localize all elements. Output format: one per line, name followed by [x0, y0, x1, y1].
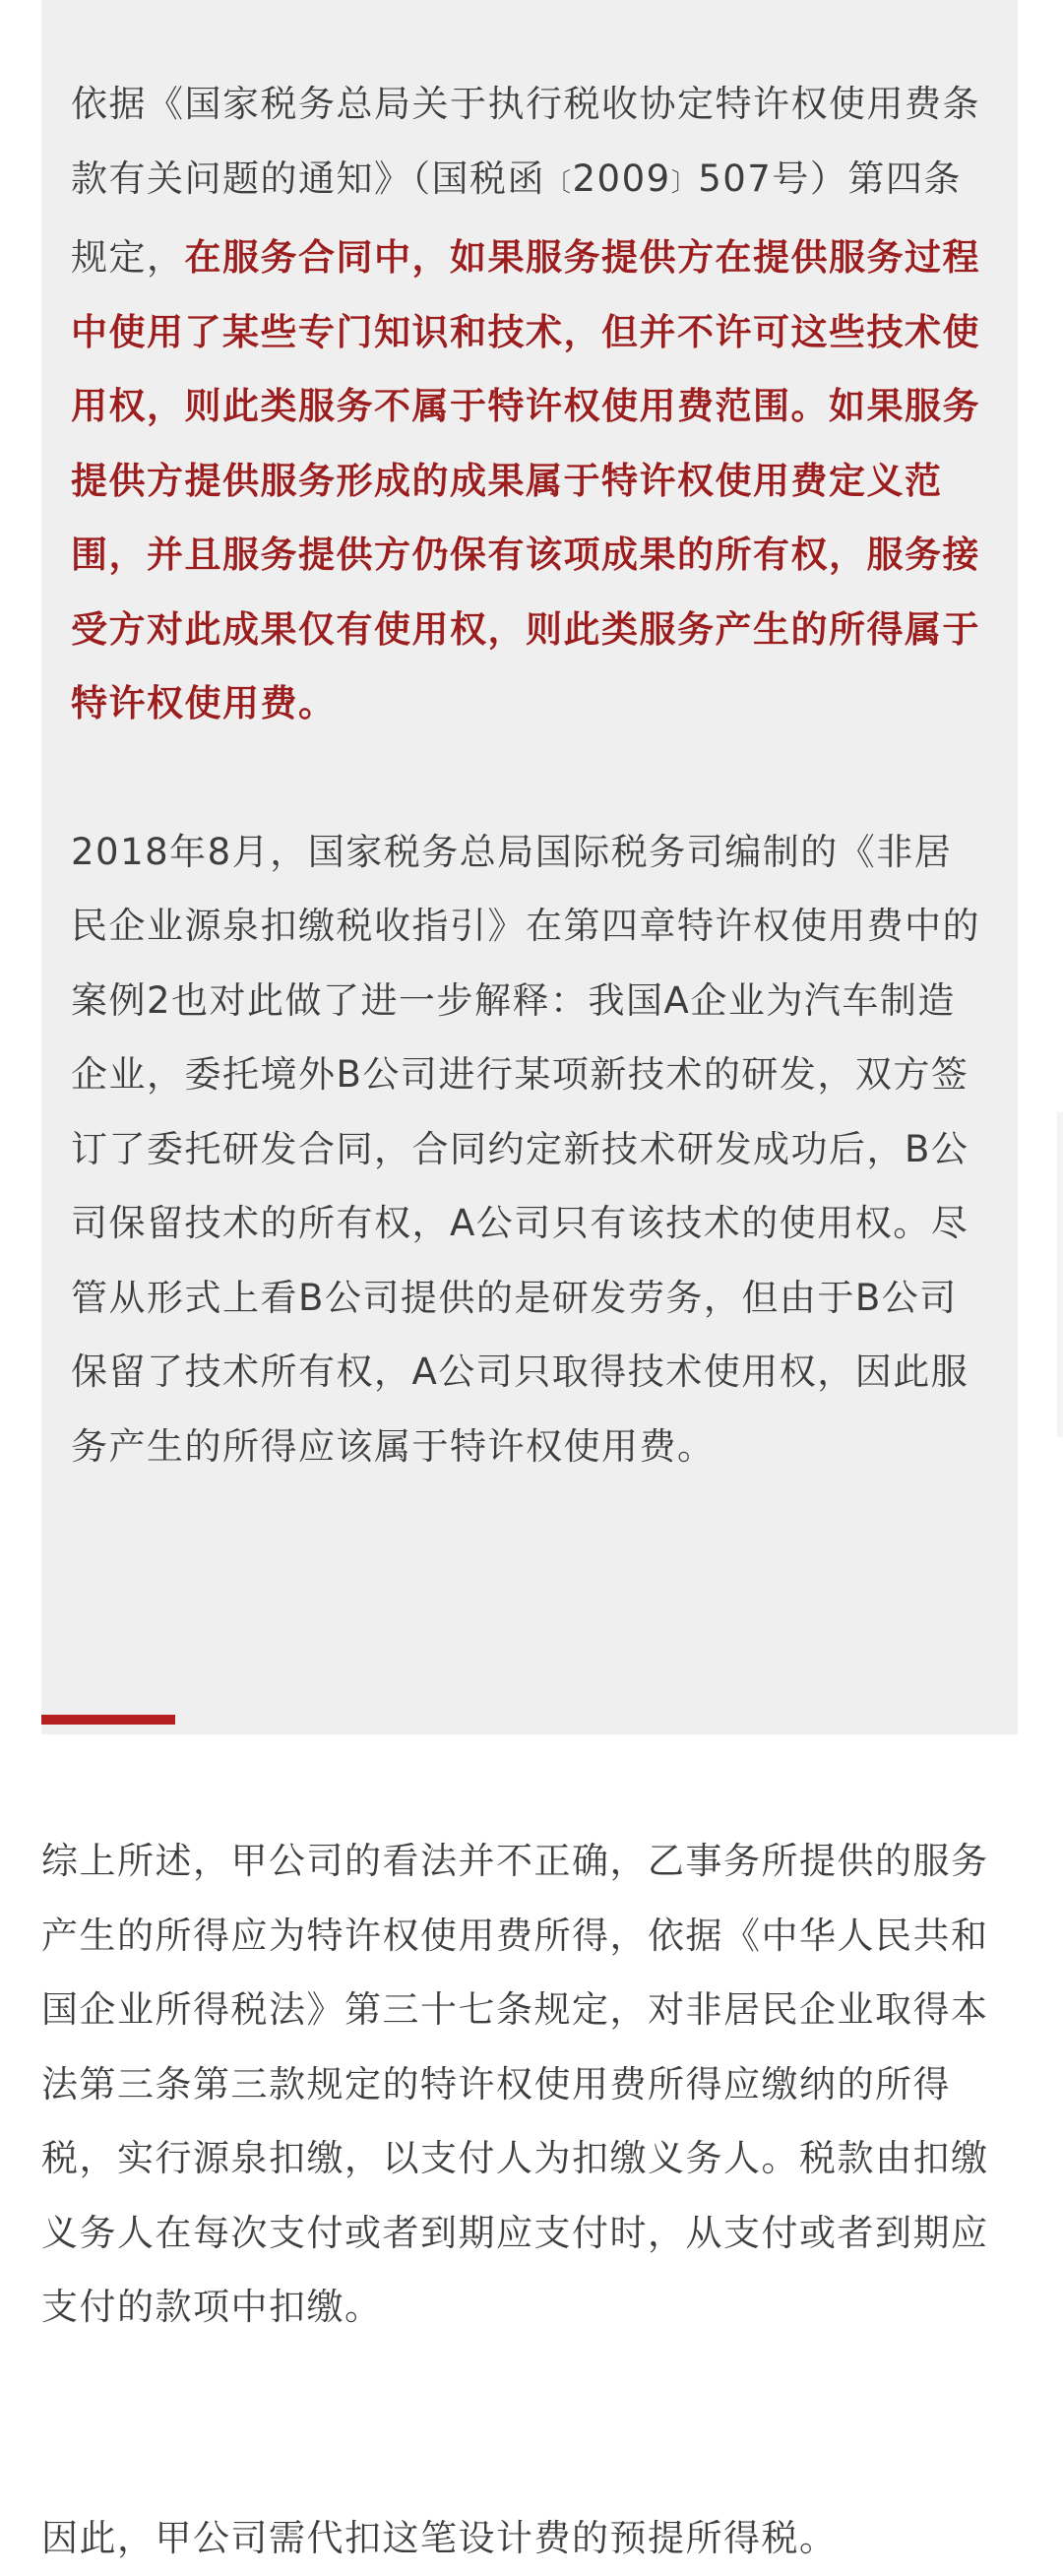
accent-divider — [41, 1715, 175, 1725]
quote-highlight: 在服务合同中，如果服务提供方在提供服务过程中使用了某些专门知识和技术，但并不许可这些技术使用权，则此类服务不属于特许权使用费范围。如果服务提供方提供服务形成的成果属于特许权使用费定义范围，并且服务提供方仍保有该项成果的所有权，服务接受方对此成果仅有使用权，则此类服务产生的所得属于特许权使用费。 — [71, 236, 980, 724]
quote-text-normal-b: 507号）第四条规定， — [71, 157, 962, 279]
quote-text-normal-a: 依据《国家税务总局关于执行税收协定特许权使用费条款有关问题的通知》（国税函 — [71, 83, 980, 200]
quote-year: 2009 — [572, 157, 671, 200]
bracket-open: 〔 — [545, 167, 573, 198]
bracket-close: 〕 — [670, 167, 699, 198]
conclusion-paragraph: 综上所述，甲公司的看法并不正确，乙事务所提供的服务产生的所得应为特许权使用费所得，依据《中华人民共和国企业所得税法》第三十七条规定，对非居民企业取得本法第三条第三款规定的特许权使用费所得应缴纳的所得税，实行源泉扣缴，以支付人为扣缴义务人。税款由扣缴义务人在每次支付或者到期应支付时，从支付或者到期应支付的款项中扣缴。 — [41, 1840, 989, 2328]
final-paragraph: 因此，甲公司需代扣这笔设计费的预提所得税。 — [41, 2517, 838, 2559]
scroll-edge — [1057, 1112, 1063, 1437]
quote-paragraph-2: 2018年8月，国家税务总局国际税务司编制的《非居民企业源泉扣缴税收指引》在第四章特许权使用费中的案例2也对此做了进一步解释：我国A企业为汽车制造企业，委托境外B公司进行某项新技术的研发，双方签订了委托研发合同，合同约定新技术研发成功后，B公司保留技术的所有权，A公司只有该技术的使用权。尽管从形式上看B公司提供的是研发劳务，但由于B公司保留了技术所有权，A公司只取得技术使用权，因此服务产生的所得应该属于特许权使用费。 — [71, 830, 980, 1468]
quote-block — [41, 0, 1018, 1734]
quote-paragraph-1 — [71, 67, 988, 741]
